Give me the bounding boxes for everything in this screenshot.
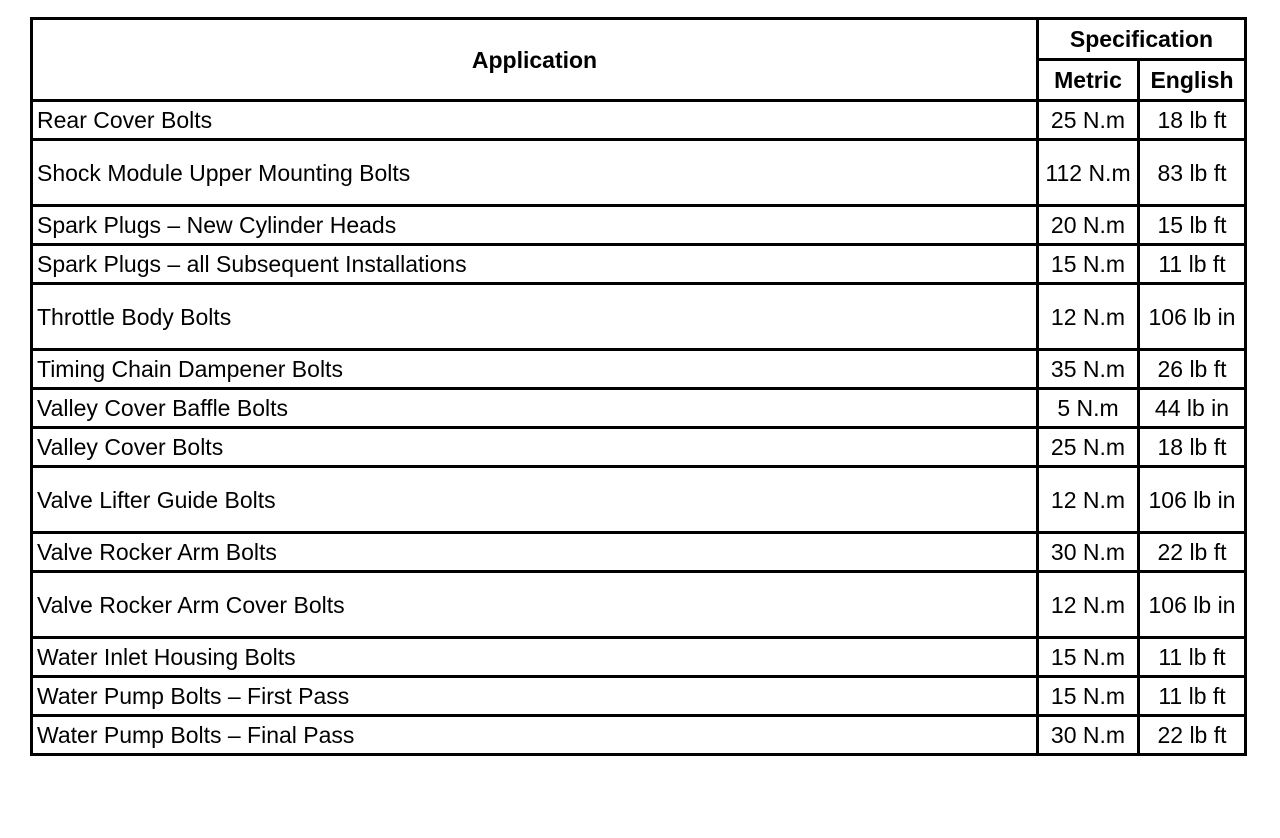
application-cell: Spark Plugs – all Subsequent Installations: [32, 245, 1038, 284]
metric-cell: 15 N.m: [1038, 677, 1139, 716]
metric-cell: 25 N.m: [1038, 101, 1139, 140]
metric-cell: 20 N.m: [1038, 206, 1139, 245]
metric-cell: 12 N.m: [1038, 284, 1139, 350]
header-specification: Specification: [1038, 19, 1246, 60]
table-row: [32, 350, 1246, 389]
header-metric: Metric: [1038, 60, 1139, 101]
table-row: [32, 533, 1246, 572]
application-cell: Valley Cover Bolts: [32, 428, 1038, 467]
header-english: English: [1139, 60, 1246, 101]
metric-cell: 5 N.m: [1038, 389, 1139, 428]
application-cell: Rear Cover Bolts: [32, 101, 1038, 140]
metric-cell: 15 N.m: [1038, 638, 1139, 677]
application-cell: Water Inlet Housing Bolts: [32, 638, 1038, 677]
application-cell: Valve Rocker Arm Cover Bolts: [32, 572, 1038, 638]
english-cell: 11 lb ft: [1139, 638, 1246, 677]
metric-cell: 35 N.m: [1038, 350, 1139, 389]
application-cell: Spark Plugs – New Cylinder Heads: [32, 206, 1038, 245]
english-cell: 15 lb ft: [1139, 206, 1246, 245]
english-cell: 22 lb ft: [1139, 533, 1246, 572]
application-cell: Water Pump Bolts – First Pass: [32, 677, 1038, 716]
application-cell: Throttle Body Bolts: [32, 284, 1038, 350]
table-row: [32, 428, 1246, 467]
english-cell: 22 lb ft: [1139, 716, 1246, 755]
english-cell: 83 lb ft: [1139, 140, 1246, 206]
table-row: [32, 284, 1246, 350]
english-cell: 106 lb in: [1139, 284, 1246, 350]
metric-cell: 15 N.m: [1038, 245, 1139, 284]
table-row: [32, 389, 1246, 428]
english-cell: 18 lb ft: [1139, 101, 1246, 140]
application-cell: Water Pump Bolts – Final Pass: [32, 716, 1038, 755]
application-cell: Valley Cover Baffle Bolts: [32, 389, 1038, 428]
english-cell: 44 lb in: [1139, 389, 1246, 428]
application-cell: Valve Lifter Guide Bolts: [32, 467, 1038, 533]
application-cell: Timing Chain Dampener Bolts: [32, 350, 1038, 389]
english-cell: 106 lb in: [1139, 572, 1246, 638]
metric-cell: 25 N.m: [1038, 428, 1139, 467]
header-application: Application: [32, 19, 1038, 101]
metric-cell: 30 N.m: [1038, 716, 1139, 755]
table-row: [32, 140, 1246, 206]
english-cell: 11 lb ft: [1139, 245, 1246, 284]
application-cell: Valve Rocker Arm Bolts: [32, 533, 1038, 572]
table-row: [32, 467, 1246, 533]
torque-spec-table: [30, 17, 1247, 756]
english-cell: 11 lb ft: [1139, 677, 1246, 716]
metric-cell: 12 N.m: [1038, 467, 1139, 533]
table-row: [32, 101, 1246, 140]
metric-cell: 112 N.m: [1038, 140, 1139, 206]
english-cell: 106 lb in: [1139, 467, 1246, 533]
english-cell: 18 lb ft: [1139, 428, 1246, 467]
metric-cell: 30 N.m: [1038, 533, 1139, 572]
metric-cell: 12 N.m: [1038, 572, 1139, 638]
table-row: [32, 716, 1246, 755]
table-row: [32, 677, 1246, 716]
table-row: [32, 638, 1246, 677]
english-cell: 26 lb ft: [1139, 350, 1246, 389]
table-row: [32, 206, 1246, 245]
application-cell: Shock Module Upper Mounting Bolts: [32, 140, 1038, 206]
table-row: [32, 572, 1246, 638]
table-row: [32, 245, 1246, 284]
